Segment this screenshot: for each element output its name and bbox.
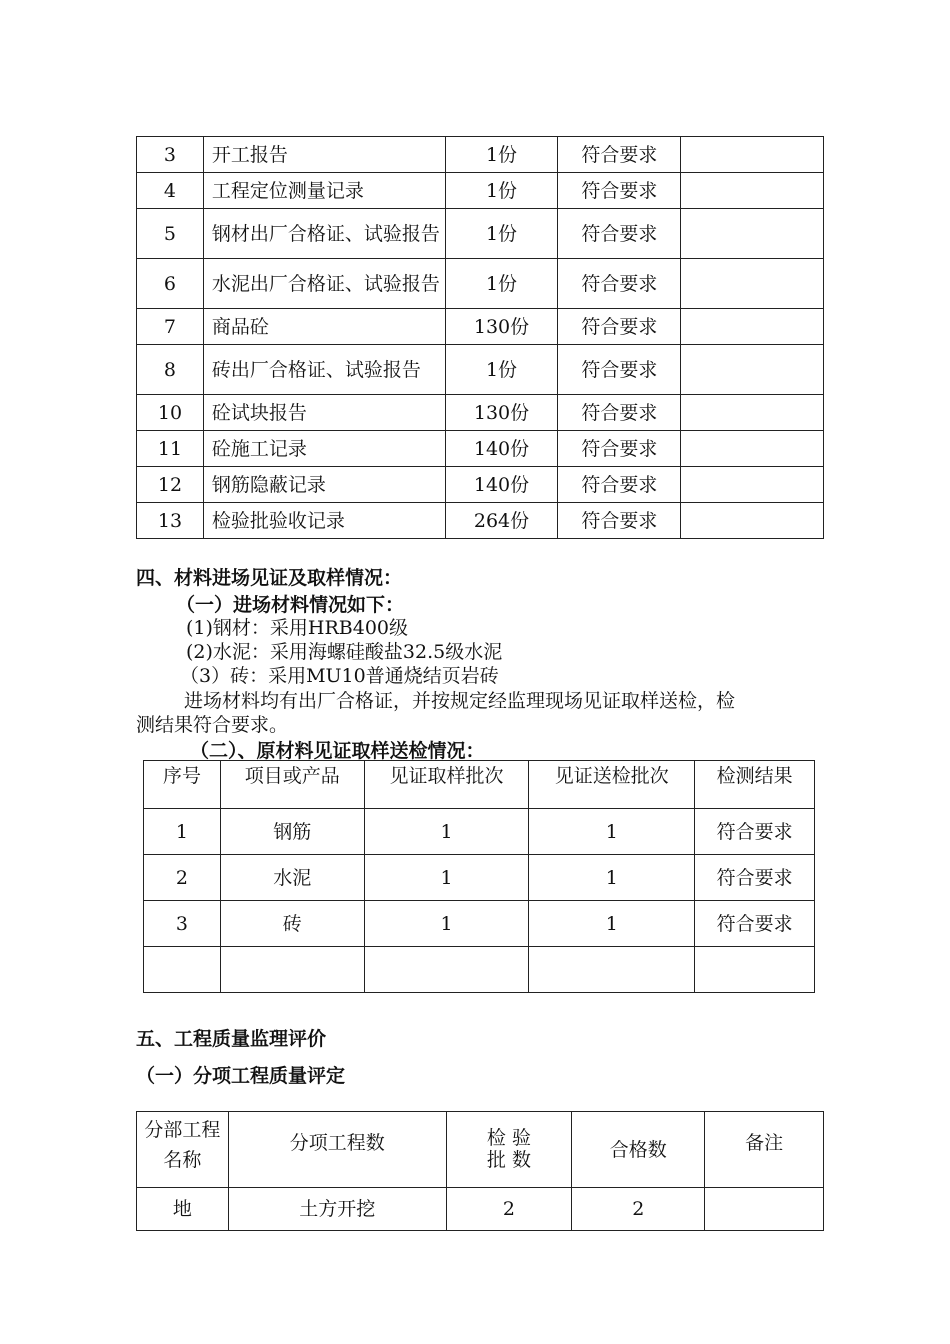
- cell-number: 5: [137, 209, 204, 259]
- table-cell: 1: [364, 809, 529, 855]
- table-cell: 符合要求: [695, 855, 815, 901]
- cell-item: 土方开挖: [228, 1188, 446, 1231]
- table-row: [137, 259, 824, 309]
- cell-result: 符合要求: [558, 345, 681, 395]
- cell-note: [681, 431, 824, 467]
- section5-heading: 五、工程质量监理评价: [136, 1028, 327, 1050]
- cell-number: 12: [137, 467, 204, 503]
- table-row: [144, 901, 815, 947]
- cell-number: 13: [137, 503, 204, 539]
- table-cell: 3: [144, 901, 221, 947]
- cell-batches: 2: [446, 1188, 572, 1231]
- cell-quantity: 1份: [445, 345, 558, 395]
- table-row: [137, 395, 824, 431]
- cell-note: [705, 1188, 824, 1231]
- cell-document-name: 检验批验收记录: [203, 503, 445, 539]
- header-batch-line2: 批 数: [486, 1149, 531, 1171]
- cell-result: 符合要求: [558, 503, 681, 539]
- cell-quantity: 130份: [445, 395, 558, 431]
- cell-qualified: 2: [572, 1188, 705, 1231]
- cell-document-name: 商品砼: [203, 309, 445, 345]
- cell-note: [681, 259, 824, 309]
- cell-number: 4: [137, 173, 204, 209]
- cell-result: 符合要求: [558, 431, 681, 467]
- table-cell: 符合要求: [695, 809, 815, 855]
- cell-note: [681, 137, 824, 173]
- cell-document-name: 开工报告: [203, 137, 445, 173]
- section5-sub1: （一）分项工程质量评定: [136, 1065, 346, 1087]
- sample-table: [143, 760, 815, 993]
- cell-result: 符合要求: [558, 209, 681, 259]
- cell-note: [681, 309, 824, 345]
- table-row: [144, 855, 815, 901]
- material-item-steel: (1)钢材：采用HRB400级: [186, 617, 409, 639]
- table-cell: 1: [529, 855, 695, 901]
- cell-quantity: 140份: [445, 431, 558, 467]
- material-item-cement: (2)水泥：采用海螺硅酸盐32.5级水泥: [186, 641, 503, 663]
- cell-part: 地: [137, 1188, 229, 1231]
- table-row: [137, 137, 824, 173]
- cell-result: 符合要求: [558, 309, 681, 345]
- cell-note: [681, 209, 824, 259]
- cell-number: 3: [137, 137, 204, 173]
- header-batch-count: [446, 1112, 572, 1188]
- section4-heading: 四、材料进场见证及取样情况：: [136, 567, 403, 589]
- table-cell: [695, 947, 815, 993]
- cell-quantity: 1份: [445, 137, 558, 173]
- table-cell: 2: [144, 855, 221, 901]
- cell-quantity: 1份: [445, 173, 558, 209]
- cell-note: [681, 345, 824, 395]
- materials-paragraph-line1: 进场材料均有出厂合格证，并按规定经监理现场见证取样送检，检: [184, 690, 736, 712]
- docs-table: [136, 136, 824, 539]
- table-cell: [529, 947, 695, 993]
- table-cell: 1: [529, 901, 695, 947]
- cell-note: [681, 503, 824, 539]
- cell-document-name: 钢材出厂合格证、试验报告: [203, 209, 445, 259]
- cell-result: 符合要求: [558, 395, 681, 431]
- header-part-name: [137, 1112, 229, 1188]
- cell-number: 8: [137, 345, 204, 395]
- cell-note: [681, 173, 824, 209]
- table-row: [137, 1188, 824, 1231]
- table-row: [137, 467, 824, 503]
- table-cell: 水泥: [220, 855, 364, 901]
- cell-result: 符合要求: [558, 137, 681, 173]
- header-part-name-line1: 分部工程: [144, 1119, 221, 1141]
- table-cell: 1: [529, 809, 695, 855]
- table-cell: [364, 947, 529, 993]
- table-row: [137, 431, 824, 467]
- materials-paragraph-line2: 测结果符合要求。: [136, 714, 289, 736]
- cell-quantity: 1份: [445, 259, 558, 309]
- table-row: [137, 209, 824, 259]
- table-row: [137, 345, 824, 395]
- material-item-brick: （3）砖：采用MU10普通烧结页岩砖: [180, 665, 499, 687]
- cell-result: 符合要求: [558, 259, 681, 309]
- cell-number: 10: [137, 395, 204, 431]
- cell-document-name: 工程定位测量记录: [203, 173, 445, 209]
- header-row: [144, 761, 815, 809]
- cell-result: 符合要求: [558, 467, 681, 503]
- table-row: [144, 947, 815, 993]
- cell-document-name: 水泥出厂合格证、试验报告: [203, 259, 445, 309]
- header-qualified-count: 合格数: [572, 1112, 705, 1188]
- header-part-name-line2: 名称: [163, 1149, 202, 1171]
- cell-document-name: 砼施工记录: [203, 431, 445, 467]
- table-row: [137, 173, 824, 209]
- cell-quantity: 140份: [445, 467, 558, 503]
- table-row: [137, 503, 824, 539]
- table-cell: 钢筋: [220, 809, 364, 855]
- cell-quantity: 1份: [445, 209, 558, 259]
- section4-sub1: （一）进场材料情况如下：: [176, 594, 405, 616]
- cell-document-name: 砼试块报告: [203, 395, 445, 431]
- quality-table: [136, 1111, 824, 1231]
- cell-number: 11: [137, 431, 204, 467]
- section4-sub2: （二）、原材料见证取样送检情况：: [190, 740, 485, 762]
- table-row: [137, 309, 824, 345]
- cell-quantity: 130份: [445, 309, 558, 345]
- column-header: 项目或产品: [220, 761, 364, 809]
- table-row: [144, 809, 815, 855]
- table-cell: 1: [364, 901, 529, 947]
- cell-result: 符合要求: [558, 173, 681, 209]
- table-cell: 1: [364, 855, 529, 901]
- header-item-count: 分项工程数: [228, 1112, 446, 1188]
- table-cell: [220, 947, 364, 993]
- cell-document-name: 钢筋隐蔽记录: [203, 467, 445, 503]
- header-batch-line1: 检 验: [486, 1127, 531, 1149]
- header-remarks: 备注: [705, 1112, 824, 1188]
- cell-document-name: 砖出厂合格证、试验报告: [203, 345, 445, 395]
- column-header: 序号: [144, 761, 221, 809]
- column-header: 检测结果: [695, 761, 815, 809]
- column-header: 见证取样批次: [364, 761, 529, 809]
- column-header: 见证送检批次: [529, 761, 695, 809]
- cell-note: [681, 467, 824, 503]
- cell-number: 7: [137, 309, 204, 345]
- table-cell: 符合要求: [695, 901, 815, 947]
- table-cell: 1: [144, 809, 221, 855]
- cell-quantity: 264份: [445, 503, 558, 539]
- cell-note: [681, 395, 824, 431]
- table-cell: 砖: [220, 901, 364, 947]
- table-cell: [144, 947, 221, 993]
- cell-number: 6: [137, 259, 204, 309]
